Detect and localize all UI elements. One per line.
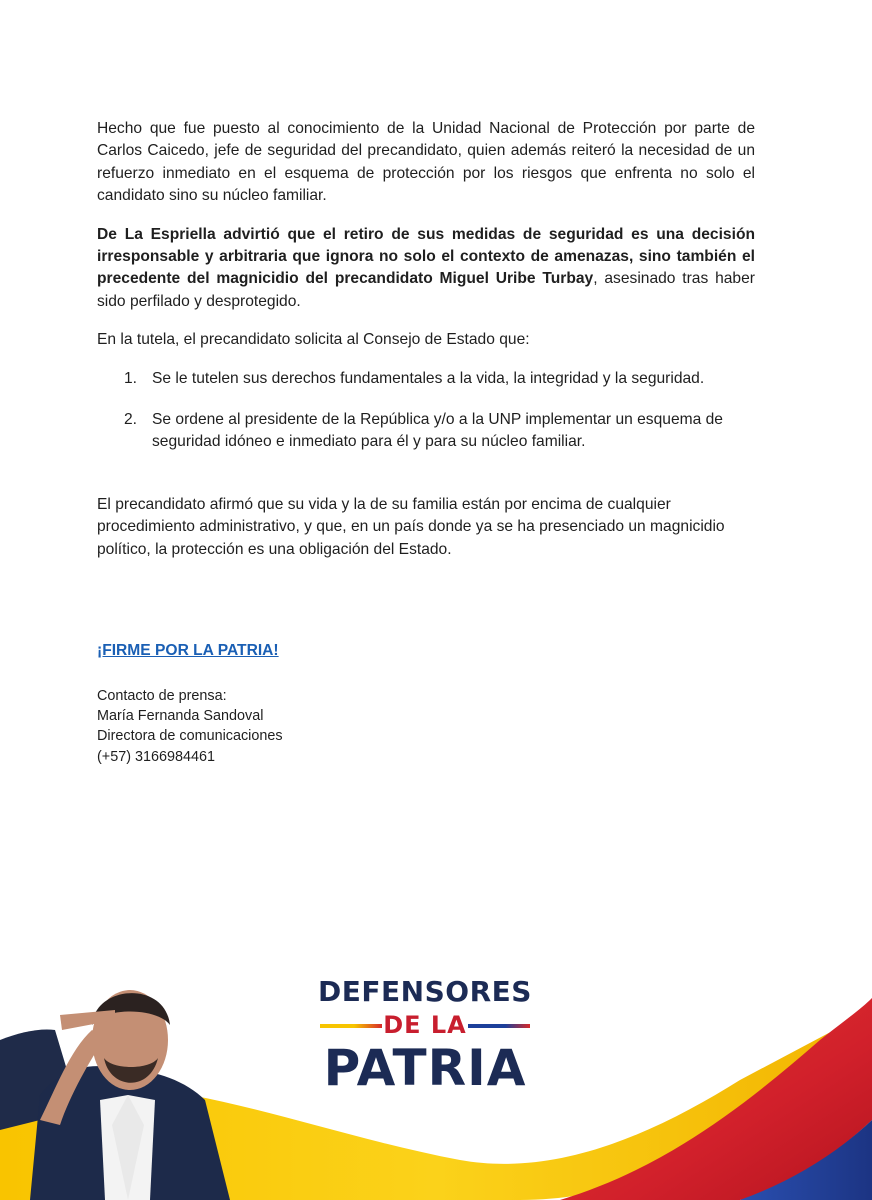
logo-line-defensores: DEFENSORES: [318, 975, 532, 1008]
paragraph-unp-notice: Hecho que fue puesto al conocimiento de la Unidad Nacional de Protección por parte de Carlos Caicedo, jefe de seguridad del precandidato, quien además reiteró la necesidad de un refuerzo inmediato en el esquema de protección por los riesgos que enfrenta no solo el candidato sino su núcleo familiar.: [97, 120, 755, 205]
list-item-text: Se le tutelen sus derechos fundamentales a la vida, la integridad y la seguridad.: [152, 369, 705, 387]
list-item-number: 2.: [124, 411, 138, 429]
requests-list: [97, 368, 755, 454]
logo-line-de-la: DE LA: [383, 1011, 467, 1039]
defensores-logo: [300, 975, 550, 1097]
contact-name: María Fernanda Sandoval: [97, 708, 264, 725]
list-item: [97, 368, 755, 390]
logo-bar-left: [320, 1024, 382, 1028]
logo-middle-row: [300, 1010, 550, 1040]
list-item-text: Se ordene al presidente de la República y/o a la UNP implementar un esquema de seguridad idóneo e inmediato para él y para su núcleo familiar.: [152, 411, 723, 451]
saluting-person-illustration: [0, 990, 230, 1200]
contact-phone: (+57) 3166984461: [97, 748, 216, 765]
slogan-link[interactable]: ¡FIRME POR LA PATRIA!: [97, 642, 279, 659]
contact-role: Directora de comunicaciones: [97, 728, 283, 745]
list-item: [97, 409, 755, 454]
contact-heading: Contacto de prensa:: [97, 688, 227, 704]
paragraph-warning: [97, 224, 755, 314]
logo-bar-right: [468, 1024, 530, 1028]
paragraph-warning-rest: , asesinado tras haber sido perfilado y desprotegido.: [97, 270, 755, 310]
paragraph-closing: El precandidato afirmó que su vida y la de su familia están por encima de cualquier procedimiento administrativo, y que, en un país donde ya se ha presenciado un magnicidio político, la protección es una obligación del Estado.: [97, 495, 725, 558]
paragraph-tutela-intro: En la tutela, el precandidato solicita al Consejo de Estado que:: [97, 331, 530, 349]
list-item-number: 1.: [124, 369, 138, 387]
press-contact: [97, 686, 283, 767]
body-content: [97, 118, 755, 577]
logo-line-patria: PATRIA: [323, 1039, 527, 1097]
paragraph-warning-bold: De La Espriella advirtió que el retiro de sus medidas de seguridad es una decisión irresponsable y arbitraria que ignora no solo el contexto de amenazas, sino también el precedente del magnicidio del precandidato Miguel Uribe Turbay: [97, 225, 755, 288]
